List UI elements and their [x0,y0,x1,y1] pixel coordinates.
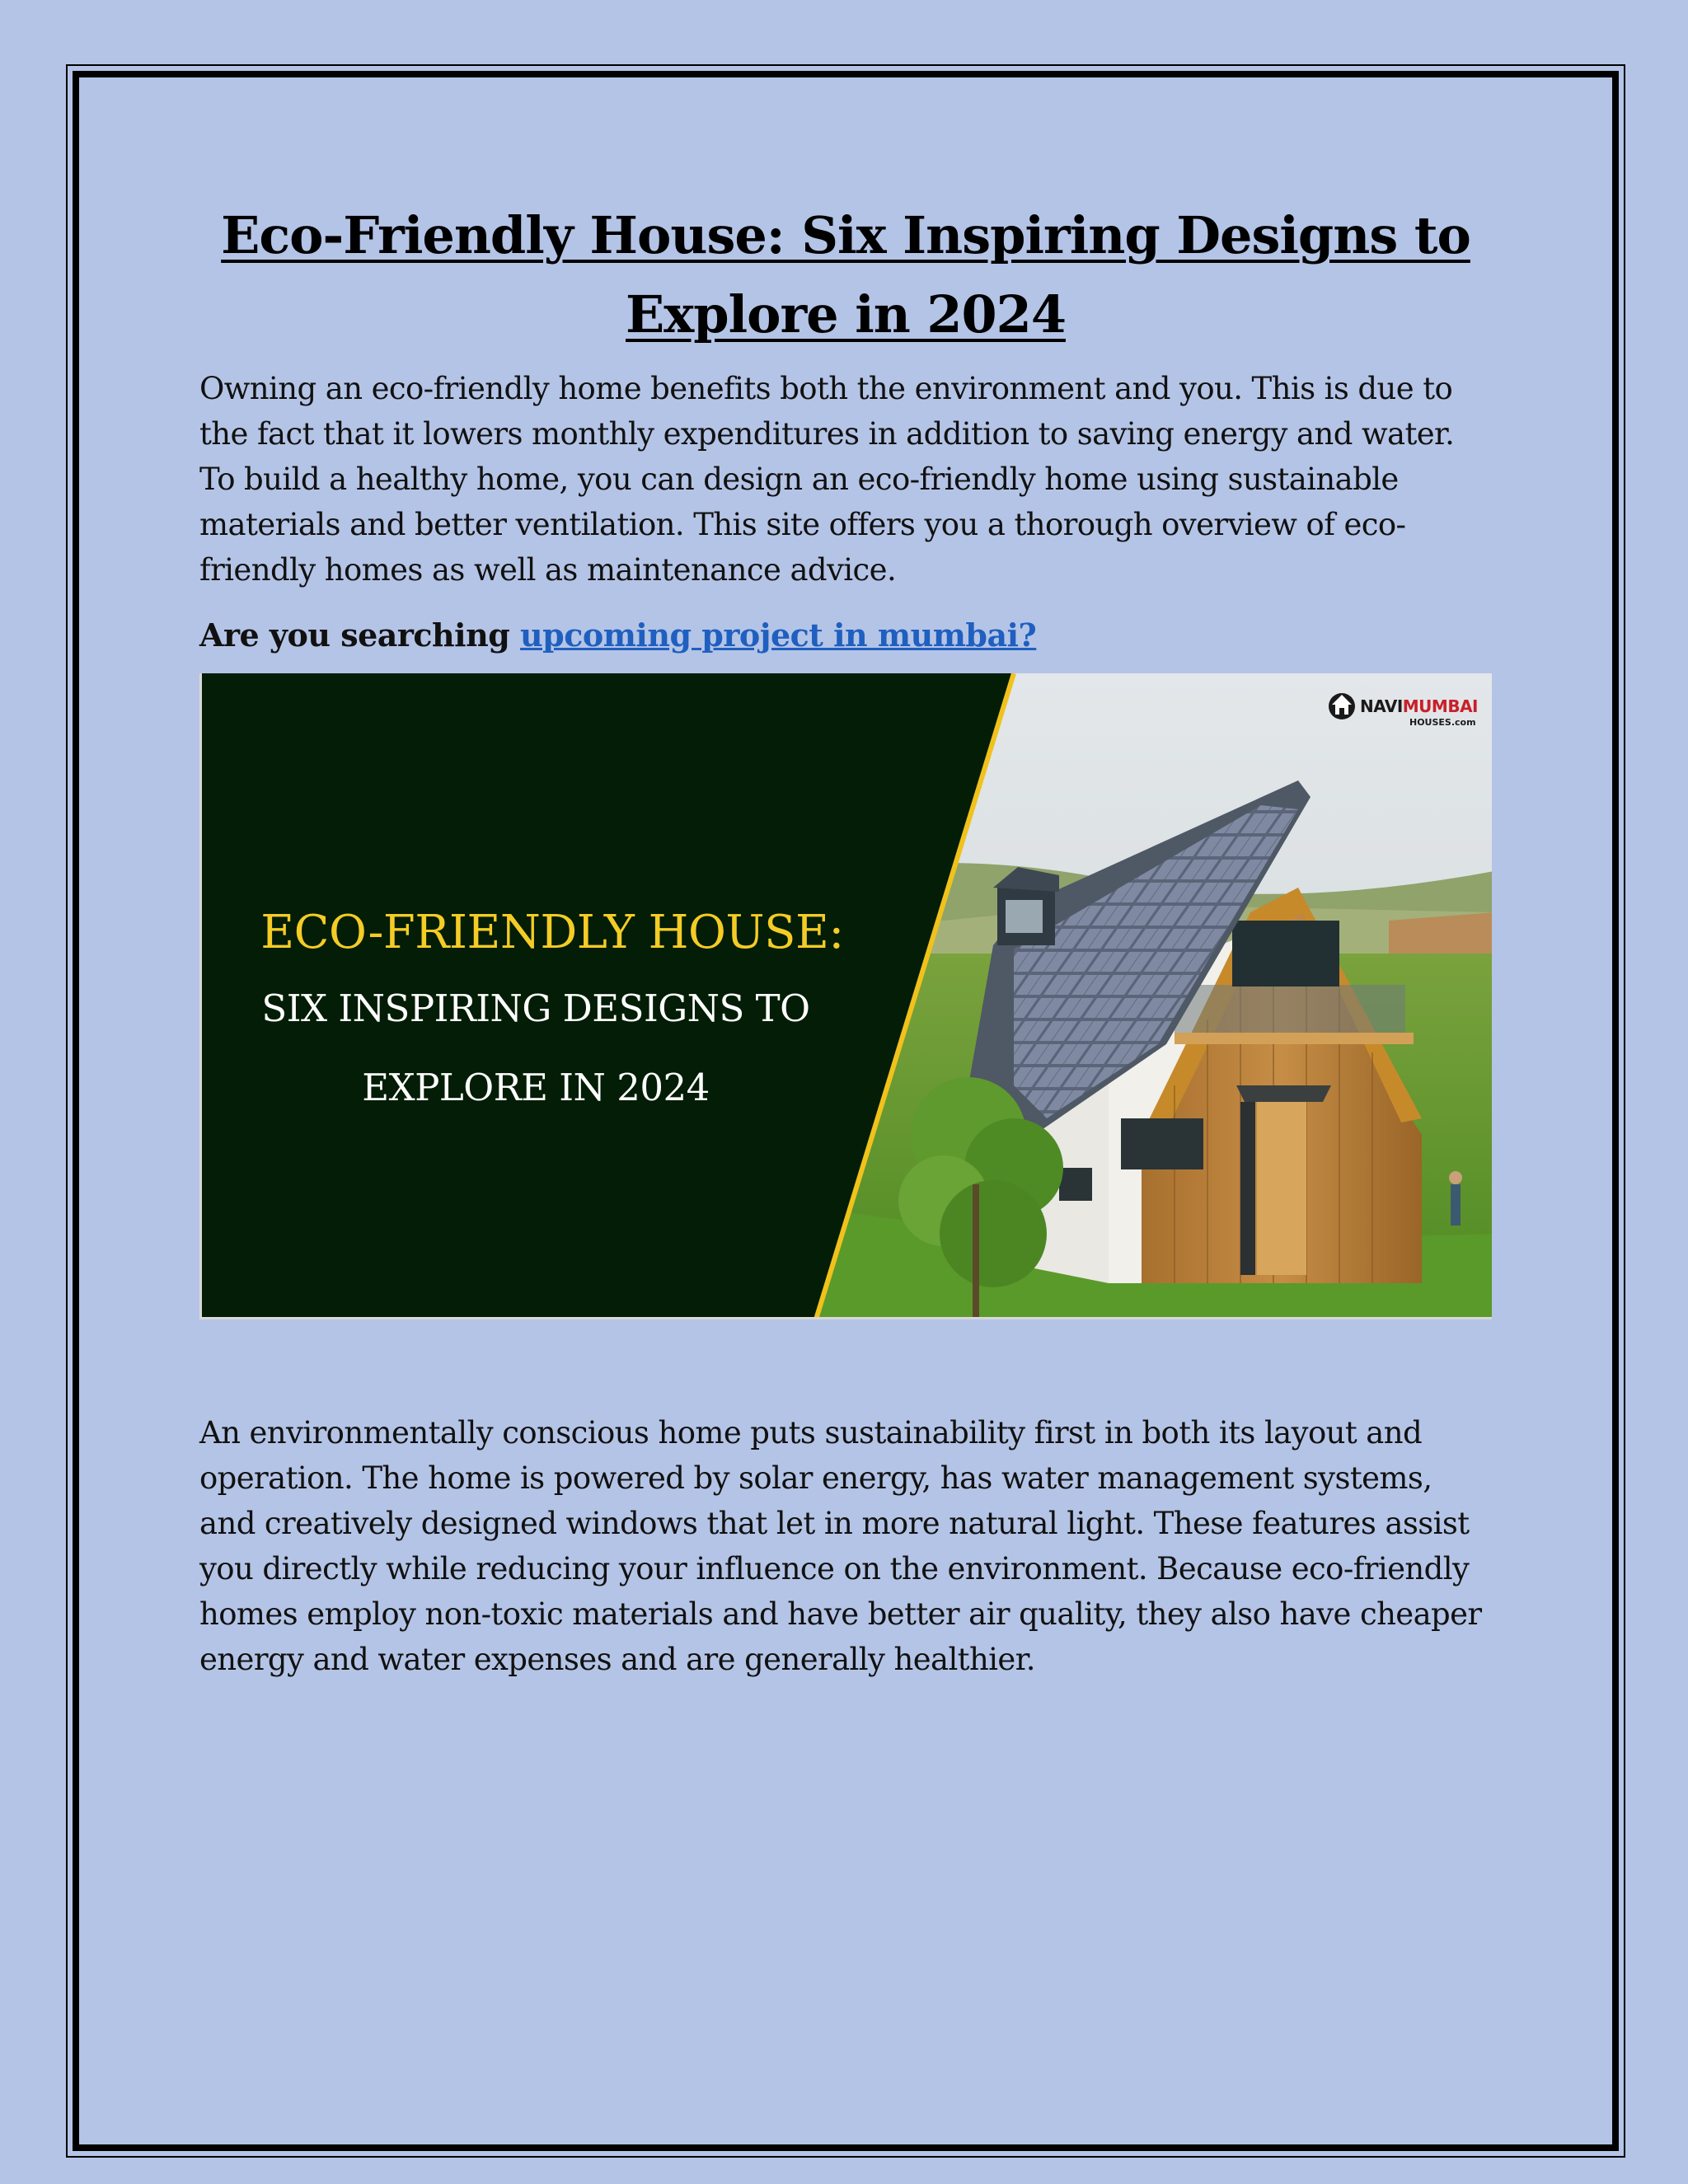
search-prompt-text: Are you searching [199,616,521,654]
house-logo-icon [1327,688,1357,721]
document-content [199,196,1492,1682]
logo-navi-text: NAVI [1360,696,1403,716]
logo-subtext: HOUSES.com [1409,717,1476,728]
search-prompt [199,614,1492,657]
logo-mumbai-text: MUMBAI [1402,696,1478,716]
banner-image [199,673,1492,1319]
navi-mumbai-logo [1327,680,1478,738]
banner-heading: ECO-FRIENDLY HOUSE: [260,906,844,959]
upcoming-project-link[interactable]: upcoming project in mumbai? [520,616,1037,654]
intro-paragraph: Owning an eco-friendly home benefits both the environment and you. This is due to the fact that it lowers monthly expenditures in addition to saving energy and water. To build a healthy home, you can design an eco-friendly home using sustainable materials and better ventilation. This site offers you a thorough overview of eco-friendly homes as well as maintenance advice. [199,371,1455,588]
body-paragraph: An environmentally conscious home puts sustainability first in both its layout and operation. The home is powered by solar energy, has water management systems, and creatively designed windows that let in more natural light. These features assist you directly while reducing your influence on the environment. Because eco-friendly homes employ non-toxic materials and have better air quality, they also have cheaper energy and water expenses and are generally healthier. [199,1415,1482,1677]
logo-wordmark [1360,696,1478,716]
banner-subheading-line2: EXPLORE IN 2024 [362,1066,710,1109]
page-title: Eco-Friendly House: Six Inspiring Designs to Explore in 2024 [221,205,1470,344]
banner-subheading-line1: SIX INSPIRING DESIGNS TO [261,987,810,1030]
